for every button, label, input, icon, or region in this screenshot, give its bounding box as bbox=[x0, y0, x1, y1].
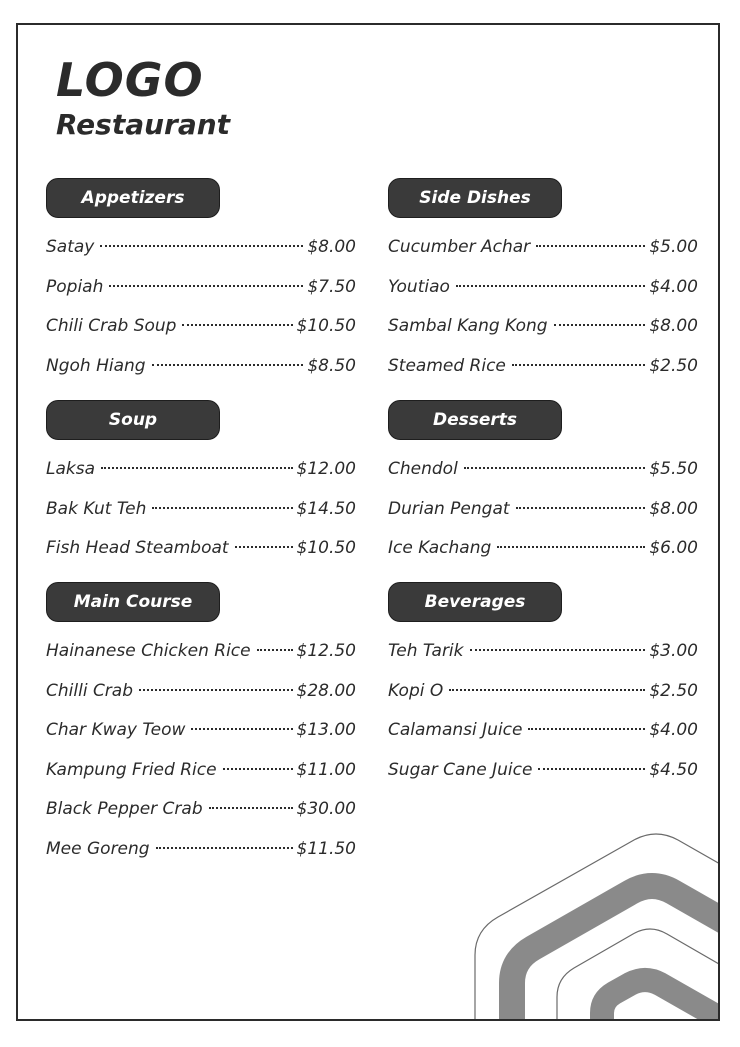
side-dishes-header: Side Dishes bbox=[388, 178, 562, 218]
menu-item-price: $2.50 bbox=[649, 680, 698, 701]
menu-item-name: Kopi O bbox=[388, 680, 444, 701]
soup-header: Soup bbox=[46, 400, 220, 440]
menu-item-name: Steamed Rice bbox=[388, 355, 506, 376]
menu-item-price: $8.00 bbox=[649, 316, 698, 337]
menu-item-name: Durian Pengat bbox=[388, 498, 510, 519]
menu-item-price: $11.50 bbox=[296, 838, 356, 859]
menu-item-name: Cucumber Achar bbox=[388, 237, 531, 257]
menu-item-price: $10.50 bbox=[296, 538, 356, 559]
menu-item-name: Hainanese Chicken Rice bbox=[46, 641, 251, 661]
menu-item-price: $8.00 bbox=[649, 498, 698, 519]
menu-item-name: Ngoh Hiang bbox=[46, 355, 146, 376]
menu-item-price: $7.50 bbox=[307, 276, 356, 297]
menu-item-price: $13.00 bbox=[296, 720, 356, 741]
menu-item-name: Chilli Crab bbox=[46, 680, 134, 701]
menu-item-name: Chendol bbox=[388, 459, 458, 479]
menu-item-name: Mee Goreng bbox=[46, 838, 150, 859]
menu-item-name: Black Pepper Crab bbox=[46, 799, 203, 820]
menu-item-price: $6.00 bbox=[649, 538, 698, 559]
main-course-header: Main Course bbox=[46, 582, 220, 622]
menu-item-price: $3.00 bbox=[649, 641, 698, 661]
menu-item-name: Ice Kachang bbox=[388, 538, 492, 559]
menu-item-name: Bak Kut Teh bbox=[46, 498, 147, 519]
menu-item-name: Satay bbox=[46, 237, 95, 257]
menu-item-price: $28.00 bbox=[296, 680, 356, 701]
menu-item-price: $4.50 bbox=[649, 759, 698, 780]
menu-item-price: $11.00 bbox=[296, 759, 356, 780]
menu-item-price: $5.50 bbox=[649, 459, 698, 479]
menu-item-name: Chili Crab Soup bbox=[46, 316, 177, 337]
beverages-header: Beverages bbox=[388, 582, 562, 622]
menu-item-name: Sambal Kang Kong bbox=[388, 316, 548, 337]
menu-item-price: $10.50 bbox=[296, 316, 356, 337]
menu-item-price: $8.50 bbox=[307, 355, 356, 376]
menu-item-name: Sugar Cane Juice bbox=[388, 759, 533, 780]
restaurant-title: Restaurant bbox=[56, 108, 231, 141]
menu-frame bbox=[16, 23, 720, 1021]
menu-item-name: Kampung Fried Rice bbox=[46, 759, 217, 780]
menu-item-name: Fish Head Steamboat bbox=[46, 538, 229, 559]
menu-item-name: Laksa bbox=[46, 459, 96, 479]
menu-item-price: $12.50 bbox=[296, 641, 356, 661]
menu-item-price: $4.00 bbox=[649, 276, 698, 297]
menu-item-price: $30.00 bbox=[296, 799, 356, 820]
decorative-hexagon-graphic bbox=[18, 25, 720, 1021]
menu-item-name: Char Kway Teow bbox=[46, 720, 186, 741]
menu-item-name: Calamansi Juice bbox=[388, 720, 523, 741]
menu-item-price: $4.00 bbox=[649, 720, 698, 741]
desserts-header: Desserts bbox=[388, 400, 562, 440]
menu-item-price: $2.50 bbox=[649, 355, 698, 376]
menu-item-name: Youtiao bbox=[388, 276, 450, 297]
menu-item-price: $12.00 bbox=[296, 459, 356, 479]
menu-item-price: $8.00 bbox=[307, 237, 356, 257]
appetizers-header: Appetizers bbox=[46, 178, 220, 218]
logo-text: LOGO bbox=[56, 53, 204, 107]
menu-item-price: $14.50 bbox=[296, 498, 356, 519]
menu-item-name: Popiah bbox=[46, 276, 104, 297]
inner-thick-hex-band bbox=[602, 980, 720, 1021]
menu-item-name: Teh Tarik bbox=[388, 641, 464, 661]
menu-item-price: $5.00 bbox=[649, 237, 698, 257]
